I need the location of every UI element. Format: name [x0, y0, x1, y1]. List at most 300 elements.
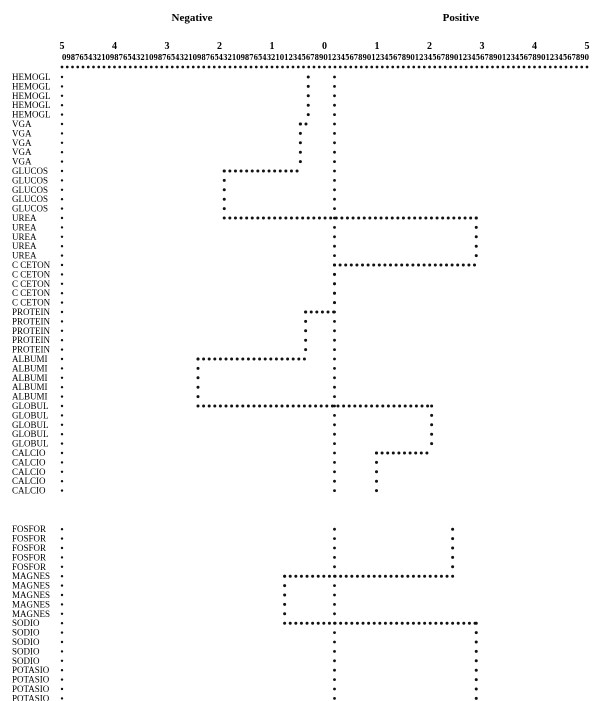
major-tick-label: 3 — [164, 41, 170, 52]
axis-dot — [166, 66, 169, 69]
profile-connector-dot — [387, 405, 390, 408]
profile-connector-dot — [289, 575, 292, 578]
profile-connector-dot — [234, 217, 237, 220]
axis-dot — [549, 66, 552, 69]
profile-connector-dot — [342, 405, 345, 408]
row-label: PROTEIN — [12, 325, 50, 336]
profile-connector-dot — [292, 405, 295, 408]
row-label: SODIO — [12, 646, 40, 657]
profile-connector-dot — [284, 170, 287, 173]
profile-connector-dot — [356, 622, 359, 625]
profile-connector-dot — [301, 217, 304, 220]
axis-dot — [486, 66, 489, 69]
profile-point — [451, 565, 454, 568]
row-margin-dot — [61, 613, 63, 615]
profile-connector-dot — [256, 217, 259, 220]
profile-point — [475, 226, 478, 229]
profile-connector-dot — [457, 622, 460, 625]
row-margin-dot — [61, 254, 63, 256]
profile-connector-dot — [402, 217, 405, 220]
major-tick-label: 5 — [59, 41, 65, 52]
zero-dot — [333, 528, 336, 531]
row-label: GLUCOS — [12, 184, 49, 195]
row-label: MAGNES — [12, 608, 51, 619]
profile-connector-dot — [420, 452, 423, 455]
profile-connector-dot — [297, 405, 300, 408]
row-margin-dot — [61, 198, 63, 200]
profile-connector-dot — [426, 405, 429, 408]
profile-connector-dot — [468, 622, 471, 625]
profile-point — [375, 461, 378, 464]
axis-dot — [575, 66, 578, 69]
axis-dot — [381, 66, 384, 69]
profile-point — [475, 650, 478, 653]
profile-connector-dot — [390, 622, 393, 625]
zero-dot — [333, 339, 336, 342]
zero-dot — [333, 179, 336, 182]
profile-point — [430, 433, 433, 436]
zero-dot — [333, 556, 336, 559]
profile-connector-dot — [462, 622, 465, 625]
row-margin-dot — [61, 622, 63, 624]
row-label: GLUCOS — [12, 194, 49, 205]
profile-connector-dot — [439, 264, 442, 267]
profile-connector-dot — [314, 405, 317, 408]
axis-dot — [276, 66, 279, 69]
profile-connector-dot — [345, 575, 348, 578]
row-label: GLUCOS — [12, 203, 49, 214]
row-label: CALCIO — [12, 485, 46, 496]
row-label: FOSFOR — [12, 524, 47, 535]
axis-dot — [402, 66, 405, 69]
profile-connector-dot — [408, 217, 411, 220]
profile-connector-dot — [401, 575, 404, 578]
row-label: POTASIO — [12, 684, 50, 694]
zero-dot — [333, 414, 336, 417]
row-margin-dot — [61, 358, 63, 360]
axis-dot — [491, 66, 494, 69]
row-label: VGA — [12, 156, 32, 167]
profile-connector-dot — [286, 405, 289, 408]
profile-connector-dot — [297, 358, 300, 361]
profile-connector-dot — [421, 405, 424, 408]
row-margin-dot — [61, 339, 63, 341]
profile-connector-dot — [303, 358, 306, 361]
profile-point — [375, 470, 378, 473]
zero-dot — [333, 151, 336, 154]
zero-dot — [333, 584, 336, 587]
zero-dot — [333, 170, 336, 173]
profile-point — [475, 254, 478, 257]
row-margin-dot — [61, 348, 63, 350]
profile-point — [283, 603, 286, 606]
profile-connector-dot — [404, 405, 407, 408]
zero-dot — [333, 386, 336, 389]
row-label: UREA — [12, 213, 37, 223]
row-margin-dot — [61, 123, 63, 125]
row-margin-dot — [61, 264, 63, 266]
axis-dot — [397, 66, 400, 69]
profile-connector-dot — [284, 217, 287, 220]
profile-connector-dot — [384, 622, 387, 625]
profile-connector-dot — [247, 405, 250, 408]
row-margin-dot — [61, 424, 63, 426]
row-label: UREA — [12, 241, 37, 252]
profile-point — [299, 141, 302, 144]
profile-point — [375, 489, 378, 492]
zero-dot — [333, 631, 336, 634]
axis-dot — [171, 66, 174, 69]
zero-dot — [333, 442, 336, 445]
row-margin-dot — [61, 480, 63, 482]
row-label: PROTEIN — [12, 344, 50, 355]
axis-dot — [376, 66, 379, 69]
zero-dot — [333, 641, 336, 644]
profile-connector-dot — [225, 358, 228, 361]
zero-dot — [333, 320, 336, 323]
profile-connector-dot — [208, 358, 211, 361]
row-label: ALBUMI — [12, 354, 48, 364]
profile-connector-dot — [414, 452, 417, 455]
profile-point — [223, 198, 226, 201]
profile-connector-dot — [213, 358, 216, 361]
axis-dot — [134, 66, 137, 69]
profile-connector-dot — [325, 405, 328, 408]
axis-dot — [391, 66, 394, 69]
row-margin-dot — [61, 594, 63, 596]
row-label: GLOBUL — [12, 429, 49, 440]
profile-connector-dot — [300, 575, 303, 578]
profile-connector-dot — [202, 405, 205, 408]
row-margin-dot — [61, 301, 63, 303]
profile-point — [223, 188, 226, 191]
row-margin-dot — [61, 669, 63, 671]
profile-connector-dot — [380, 217, 383, 220]
profile-point — [430, 423, 433, 426]
axis-dot — [559, 66, 562, 69]
zero-dot — [333, 423, 336, 426]
axis-dot — [181, 66, 184, 69]
axis-dot — [496, 66, 499, 69]
profile-connector-dot — [355, 264, 358, 267]
row-label: C CETON — [12, 269, 51, 280]
row-margin-dot — [61, 471, 63, 473]
axis-dot — [202, 66, 205, 69]
row-margin-dot — [61, 575, 63, 577]
axis-dot — [528, 66, 531, 69]
profile-connector-dot — [367, 622, 370, 625]
axis-dot — [538, 66, 541, 69]
profile-connector-dot — [340, 217, 343, 220]
profile-point — [283, 612, 286, 615]
profile-connector-dot — [474, 622, 477, 625]
axis-dot — [150, 66, 153, 69]
row-label: ALBUMI — [12, 372, 48, 383]
profile-connector-dot — [327, 311, 330, 314]
profile-point — [223, 207, 226, 210]
profile-connector-dot — [245, 170, 248, 173]
profile-connector-dot — [464, 217, 467, 220]
profile-connector-dot — [279, 217, 282, 220]
axis-dot — [260, 66, 263, 69]
row-margin-dot — [61, 433, 63, 435]
profile-dotted-line — [197, 76, 478, 701]
profile-connector-dot — [367, 575, 370, 578]
profile-connector-dot — [406, 622, 409, 625]
row-label: PROTEIN — [12, 307, 50, 317]
profile-connector-dot — [275, 358, 278, 361]
zero-dot — [333, 452, 336, 455]
row-margin-dot — [61, 217, 63, 219]
zero-dot — [333, 198, 336, 201]
profile-connector-dot — [412, 575, 415, 578]
major-tick-labels — [60, 41, 590, 52]
profile-connector-dot — [262, 217, 265, 220]
profile-point — [197, 367, 200, 370]
row-margin-dot — [61, 236, 63, 238]
profile-connector-dot — [230, 358, 233, 361]
profile-connector-dot — [324, 217, 327, 220]
axis-dot — [370, 66, 373, 69]
header-positive: Positive — [442, 12, 480, 24]
profile-point — [451, 556, 454, 559]
axis-dot — [297, 66, 300, 69]
axis-dot — [82, 66, 85, 69]
row-label: ALBUMI — [12, 363, 48, 374]
row-label: ALBUMI — [12, 391, 48, 402]
profile-connector-dot — [317, 622, 320, 625]
profile-connector-dot — [334, 622, 337, 625]
row-margin-dot — [61, 414, 63, 416]
row-label: PROTEIN — [12, 316, 50, 327]
profile-connector-dot — [283, 622, 286, 625]
axis-dot — [87, 66, 90, 69]
profile-connector-dot — [434, 264, 437, 267]
row-margin-dot — [61, 678, 63, 680]
profile-connector-dot — [329, 217, 332, 220]
zero-dot — [333, 659, 336, 662]
profile-connector-dot — [398, 405, 401, 408]
zero-dot — [333, 547, 336, 550]
profile-connector-dot — [264, 358, 267, 361]
row-margin-dot — [61, 283, 63, 285]
profile-connector-dot — [253, 358, 256, 361]
profile-connector-dot — [328, 575, 331, 578]
profile-connector-dot — [428, 264, 431, 267]
zero-dot — [333, 470, 336, 473]
row-margin-dot — [61, 320, 63, 322]
profile-connector-dot — [365, 405, 368, 408]
row-margin-dot — [61, 395, 63, 397]
row-margin-dot — [61, 537, 63, 539]
axis-dot — [208, 66, 211, 69]
axis-dot — [244, 66, 247, 69]
axis-dot — [155, 66, 158, 69]
axis-dot — [580, 66, 583, 69]
profile-connector-dot — [430, 217, 433, 220]
profile-connector-dot — [339, 264, 342, 267]
profile-connector-dot — [425, 452, 428, 455]
row-margin-dot — [61, 584, 63, 586]
profile-connector-dot — [368, 217, 371, 220]
row-margin-dot — [61, 311, 63, 313]
profile-connector-dot — [423, 575, 426, 578]
profile-point — [307, 85, 310, 88]
zero-dot — [333, 697, 336, 700]
row-margin-dot — [61, 547, 63, 549]
profile-point — [375, 480, 378, 483]
axis-dot — [475, 66, 478, 69]
axis-dot — [349, 66, 352, 69]
axis-dot — [523, 66, 526, 69]
profile-connector-dot — [317, 575, 320, 578]
profile-point — [283, 594, 286, 597]
axis-dot — [444, 66, 447, 69]
row-margin-dot — [61, 76, 63, 78]
profile-point — [299, 132, 302, 135]
zero-dot — [333, 565, 336, 568]
row-label: SODIO — [12, 627, 40, 638]
profile-connector-dot — [304, 311, 307, 314]
axis-dot — [197, 66, 200, 69]
profile-connector-dot — [357, 217, 360, 220]
zero-dot — [333, 376, 336, 379]
zero-dot — [333, 123, 336, 126]
profile-connector-dot — [423, 622, 426, 625]
profile-connector-dot — [286, 358, 289, 361]
profile-connector-dot — [268, 170, 271, 173]
profile-connector-dot — [390, 575, 393, 578]
zero-dot — [333, 235, 336, 238]
profile-connector-dot — [273, 217, 276, 220]
profile-point — [475, 678, 478, 681]
profile-connector-dot — [362, 622, 365, 625]
profile-point — [304, 339, 307, 342]
row-label: GLOBUL — [12, 438, 49, 449]
profile-point — [475, 235, 478, 238]
profile-connector-dot — [303, 405, 306, 408]
profile-connector-dot — [334, 575, 337, 578]
axis-dot — [97, 66, 100, 69]
profile-connector-dot — [462, 264, 465, 267]
row-label: GLOBUL — [12, 410, 49, 421]
row-label: VGA — [12, 119, 32, 129]
axis-dot — [265, 66, 268, 69]
zero-dot — [333, 85, 336, 88]
axis-dot — [124, 66, 127, 69]
axis-dot — [586, 66, 589, 69]
profile-connector-dot — [350, 264, 353, 267]
axis-dot — [271, 66, 274, 69]
axis-dot — [454, 66, 457, 69]
zero-dot — [333, 461, 336, 464]
profile-point — [333, 273, 336, 276]
profile-point — [333, 292, 336, 295]
zero-dot — [333, 160, 336, 163]
axis-dot — [302, 66, 305, 69]
profile-connector-dot — [429, 622, 432, 625]
zero-dot — [333, 104, 336, 107]
profile-connector-dot — [251, 170, 254, 173]
profile-connector-dot — [262, 170, 265, 173]
axis-dot — [360, 66, 363, 69]
axis-dot — [339, 66, 342, 69]
header-negative: Negative — [171, 12, 213, 24]
row-label: C CETON — [12, 297, 51, 308]
profile-connector-dot — [375, 452, 378, 455]
profile-connector-dot — [304, 123, 307, 126]
axis-dot — [313, 66, 316, 69]
zero-dot — [333, 141, 336, 144]
row-label: HEMOGL — [12, 90, 51, 101]
axis-dot — [507, 66, 510, 69]
profile-connector-dot — [306, 575, 309, 578]
profile-connector-dot — [339, 622, 342, 625]
profile-connector-dot — [225, 405, 228, 408]
profile-connector-dot — [236, 405, 239, 408]
row-label: SODIO — [12, 637, 40, 647]
zero-dot — [333, 395, 336, 398]
profile-connector-dot — [352, 217, 355, 220]
row-label: POTASIO — [12, 665, 50, 676]
profile-connector-dot — [409, 405, 412, 408]
profile-connector-dot — [256, 170, 259, 173]
profile-connector-dot — [386, 452, 389, 455]
row-margin-dot — [61, 160, 63, 162]
row-margin-dot — [61, 566, 63, 568]
profile-point — [307, 104, 310, 107]
profile-connector-dot — [299, 123, 302, 126]
profile-connector-dot — [283, 575, 286, 578]
row-margin-dot — [61, 132, 63, 134]
row-label: CALCIO — [12, 476, 46, 487]
profile-connector-dot — [409, 452, 412, 455]
axis-dot — [92, 66, 95, 69]
axis-dot — [108, 66, 111, 69]
profile-connector-dot — [445, 264, 448, 267]
major-tick-label: 5 — [584, 41, 590, 52]
axis-dot — [418, 66, 421, 69]
row-margin-dot — [61, 367, 63, 369]
profile-connector-dot — [296, 217, 299, 220]
major-tick-label: 4 — [112, 41, 117, 52]
row-label: UREA — [12, 231, 37, 242]
profile-point — [299, 151, 302, 154]
row-label: MAGNES — [12, 590, 51, 600]
zero-dot — [333, 480, 336, 483]
axis-dot — [292, 66, 295, 69]
zero-dot — [333, 433, 336, 436]
axis-dot — [465, 66, 468, 69]
row-label: GLOBUL — [12, 401, 49, 411]
axis-dot — [139, 66, 142, 69]
profile-connector-dot — [289, 622, 292, 625]
row-margin-dot — [61, 207, 63, 209]
axis-dot — [76, 66, 79, 69]
profile-connector-dot — [223, 170, 226, 173]
profile-point — [223, 179, 226, 182]
profile-connector-dot — [400, 264, 403, 267]
major-tick-label: 3 — [479, 41, 485, 52]
profile-connector-dot — [378, 264, 381, 267]
axis-dot — [129, 66, 132, 69]
profile-connector-dot — [350, 575, 353, 578]
profile-connector-dot — [413, 217, 416, 220]
profile-connector-dot — [418, 622, 421, 625]
row-label: POTASIO — [12, 693, 50, 701]
axis-dot — [554, 66, 557, 69]
row-margin-dot — [61, 603, 63, 605]
